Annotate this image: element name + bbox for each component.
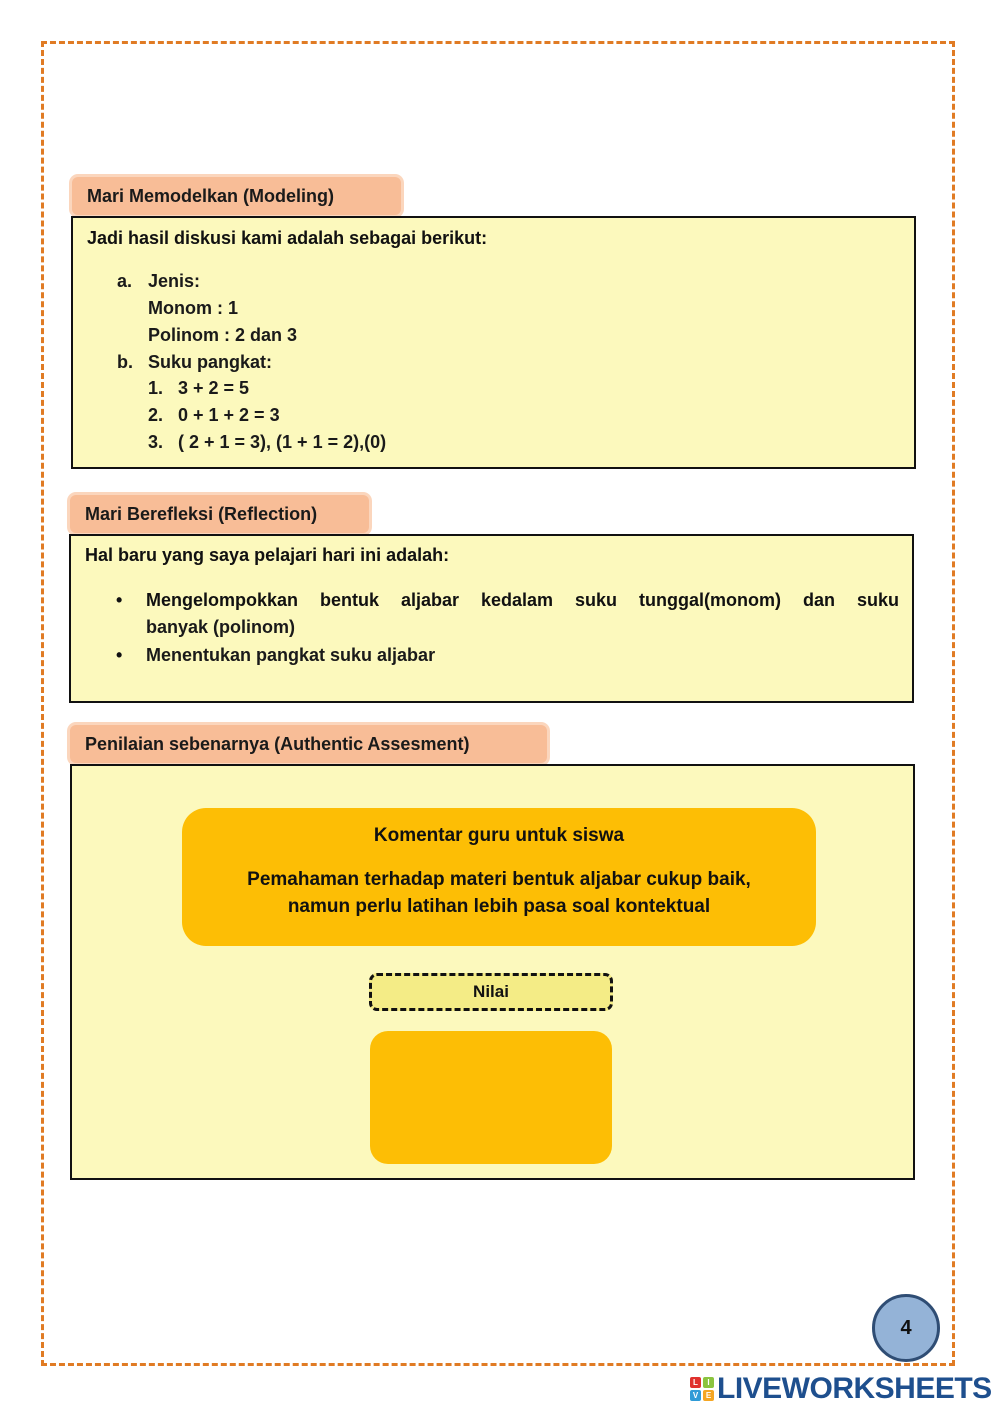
modeling-intro: Jadi hasil diskusi kami adalah sebagai berikut: <box>87 228 488 248</box>
monom-line: Monom : 1 <box>148 298 238 318</box>
bullet-icon: • <box>116 590 123 610</box>
reflection-tab <box>70 495 369 533</box>
list-item: 0 + 1 + 2 = 3 <box>178 405 280 425</box>
teacher-comment-box <box>182 808 816 946</box>
list-item: 3 + 2 = 5 <box>178 378 250 398</box>
jenis-title: Jenis: <box>148 271 201 291</box>
page-number-text: 4 <box>900 1316 912 1339</box>
list-marker: 3. <box>148 432 164 452</box>
reflection-item-2: Menentukan pangkat suku aljabar <box>146 645 436 665</box>
nilai-label <box>369 973 613 1011</box>
modeling-tab-label: Mari Memodelkan (Modeling) <box>87 185 335 206</box>
brand-mark-icon <box>690 1377 714 1401</box>
list-marker: 2. <box>148 405 164 425</box>
modeling-tab <box>72 177 401 215</box>
list-marker: a. <box>117 271 133 291</box>
list-marker: b. <box>117 352 133 372</box>
page-number <box>872 1294 940 1362</box>
list-marker: 1. <box>148 378 164 398</box>
modeling-box <box>71 216 916 469</box>
suku-pangkat-title: Suku pangkat: <box>148 352 273 372</box>
comment-line-1: Pemahaman terhadap materi bentuk aljabar cukup baik, <box>247 869 751 890</box>
comment-line-2: namun perlu latihan lebih pasa soal kontektual <box>287 896 711 917</box>
liveworksheets-logo <box>690 1372 992 1406</box>
assessment-tab <box>70 725 547 763</box>
reflection-tab-label: Mari Berefleksi (Reflection) <box>85 503 318 524</box>
brand-letter: L <box>690 1377 701 1388</box>
nilai-value-box[interactable] <box>370 1031 612 1164</box>
assessment-tab-label: Penilaian sebenarnya (Authentic Assesment) <box>85 733 470 754</box>
brand-letter: I <box>703 1377 714 1388</box>
brand-letter: V <box>690 1390 701 1401</box>
brand-name: LIVEWORKSHEETS <box>717 1372 992 1405</box>
list-item: ( 2 + 1 = 3), (1 + 1 = 2),(0) <box>178 432 387 452</box>
polinom-line: Polinom : 2 dan 3 <box>148 325 298 345</box>
reflection-item-1-line-1: Mengelompokkan bentuk aljabar kedalam suku tunggal(monom) dan suku <box>146 590 899 610</box>
reflection-box <box>69 534 914 703</box>
nilai-label-text: Nilai <box>473 982 509 1001</box>
comment-title: Komentar guru untuk siswa <box>373 825 625 846</box>
reflection-intro: Hal baru yang saya pelajari hari ini adalah: <box>85 545 450 565</box>
reflection-item-1-line-2: banyak (polinom) <box>146 617 296 637</box>
bullet-icon: • <box>116 645 123 665</box>
brand-letter: E <box>703 1390 714 1401</box>
